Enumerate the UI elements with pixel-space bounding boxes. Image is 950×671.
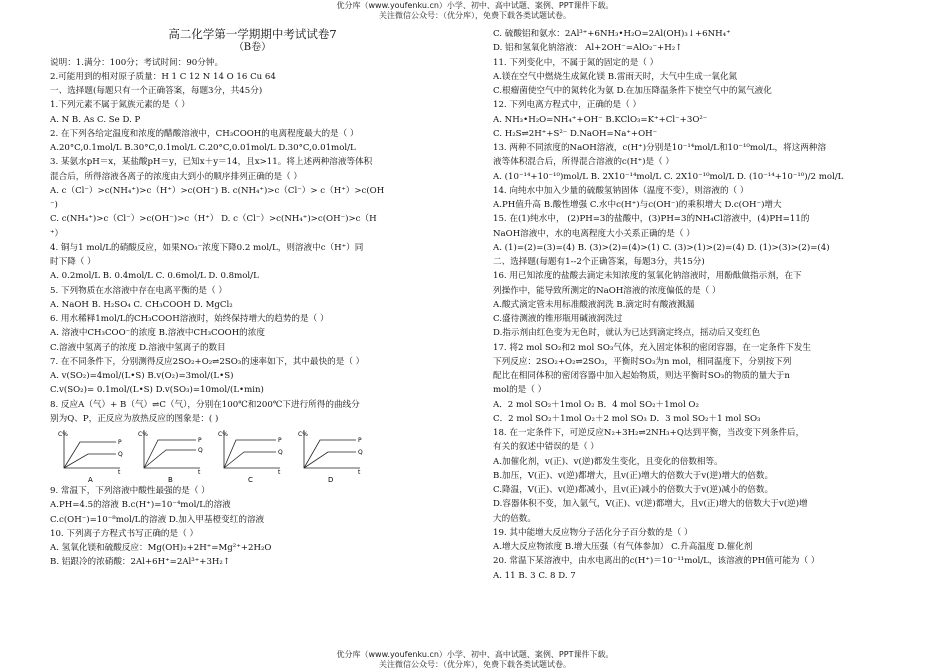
axis-label-y: C% (138, 431, 148, 438)
graph-caption: C (248, 476, 253, 484)
exam-title: 高二化学第一学期期中考试试卷7 (168, 27, 337, 41)
text-line: A. N B. As C. Se D. P (50, 114, 141, 125)
text-line: D.指示剂由红色变为无色时，就认为已达到滴定终点，摇动后又变红色 (493, 328, 761, 339)
axis-label-y: C% (298, 431, 308, 438)
text-line: 2. 在下列各给定温度和浓度的醋酸溶液中，CH₃COOH的电离程度最大的是（ ） (50, 128, 359, 139)
curve-upper (64, 442, 116, 468)
text-line: D. 铝和氢氧化钠溶液： Al+2OH⁻=AlO₂⁻+H₂↑ (493, 43, 683, 54)
text-line: A. v(SO₂)=4mol/(L•S) B.v(O₂)=3mol/(L•S) (50, 371, 234, 381)
text-line: A.PH值升高 B.酸性增强 C.水中c(H⁺)与c(OH⁻)的乘积增大 D.c(OH⁻)增大 (493, 200, 782, 210)
text-line: A.酸式滴定管未用标准酸液润洗 B.滴定时有酸液溅漏 (493, 299, 695, 310)
header-line: 关注微信公众号：（优分库），免费下载各类试题试卷。 (379, 11, 571, 20)
text-line: 时下降（ ） (50, 257, 96, 267)
text-line: 液等体积混合后，所得混合溶液的c(H⁺)是（ ） (493, 157, 674, 168)
text-line: 4. 铜与1 mol/L的硝酸反应，如果NO₃⁻浓度下降0.2 mol/L，则溶液中c（H⁺）同 (50, 242, 364, 253)
graph-B (138, 430, 203, 484)
axis-label-x: t (278, 469, 281, 476)
text-line: 2.可能用到的相对原子质量：H 1 C 12 N 14 O 16 Cu 64 (50, 71, 276, 82)
text-line: 6. 用水稀释1mol/L的CH₃COOH溶液时，始终保持增大的趋势的是（ ） (50, 314, 329, 324)
axis-label-x: t (198, 469, 201, 476)
text-line: 15. 在(1)纯水中， (2)PH=3的盐酸中，(3)PH=3的NH₄Cl溶液中，(4)PH=11的 (493, 214, 810, 225)
text-line: 下列反应：2SO₂+O₂⇌2SO₃，平衡时SO₃为n mol，相同温度下，分别按下列 (493, 356, 792, 367)
text-line: 说明：1.满分：100分；考试时间：90分钟。 (50, 57, 224, 68)
right-text-block (493, 27, 908, 583)
text-line: A. 0.2mol/L B. 0.4mol/L C. 0.6mol/L D. 0.8mol/L (50, 271, 259, 282)
right-column (493, 27, 908, 583)
text-line: 3. 某氨水pH＝x，某盐酸pH＝y，已知x＋y＝14，且x>11。将上述两种溶液等体积 (50, 157, 373, 168)
text-line: 9. 常温下，下列溶液中酸性最强的是（ ） (50, 486, 210, 496)
text-line: 大的倍数。 (493, 513, 536, 524)
exam-subtitle: （B卷） (233, 42, 272, 54)
text-line: 17. 将2 mol SO₂和2 mol SO₃气体，充入固定体积的密闭容器，在一定条件下发生 (493, 342, 812, 353)
text-line: 一、选择题(每题只有一个正确答案，每题3分，共45分) (50, 86, 263, 96)
text-line: A. 溶液中CH₃COO⁻的浓度 B.溶液中CH₃COOH的浓度 (50, 328, 265, 339)
text-line: A.20°C,0.1mol/L B.30°C,0.1mol/L C.20°C,0.01mol/L D.30°C,0.01mol/L (50, 143, 356, 153)
text-line: mol的是（ ） (493, 385, 547, 396)
graph-C (218, 430, 283, 484)
text-line: 1.下列元素不属于氮族元素的是（ ） (50, 100, 190, 111)
text-line: 8. 反应A（气）+ B（气）⇌C（气），分别在100℃和200℃下进行所得的曲线分 (50, 399, 360, 410)
page-header (0, 1, 950, 21)
text-line: A.增大反应物浓度 B.增大压强（有气体参加） C.升高温度 D.催化剂 (493, 542, 753, 552)
graph-D (298, 430, 363, 484)
text-line: 10. 下列离子方程式书写正确的是（ ） (50, 528, 199, 539)
graph-caption: D (328, 476, 334, 484)
curve-label: P (358, 437, 362, 444)
text-line: A．2 mol SO₂＋1mol O₂ B．4 mol SO₂＋1mol O₂ (493, 399, 699, 410)
text-line: 12. 下列电离方程式中，正确的是（ ） (493, 100, 642, 111)
text-line: C. 硫酸铝和氨水：2Al³⁺+6NH₃•H₂O=2Al(OH)₃↓+6NH₄⁺ (493, 29, 731, 39)
text-line: C.降温，V(正)、v(逆)都减小，且v(正)减小的倍数大于v(逆)减小的倍数。 (493, 485, 774, 495)
graphs-svg (50, 426, 455, 484)
text-line: C.盛待测液的锥形瓶用碱液润洗过 (493, 314, 623, 324)
curve-label: Q (118, 451, 123, 458)
graph-axes (64, 430, 120, 468)
text-line: 11. 下列变化中，不属于氮的固定的是（ ） (493, 57, 659, 68)
text-line: 14. 向纯水中加入少量的硫酸氢钠固体（温度不变），则溶液的（ ） (493, 185, 749, 196)
axis-label-y: C% (58, 431, 68, 438)
left-column (50, 27, 455, 570)
text-line: ⁻) (50, 200, 58, 210)
text-line: A. (10⁻¹⁴+10⁻¹⁰)mol/L B. 2X10⁻¹⁴mol/L C. 2X10⁻¹⁰mol/L D. (10⁻¹⁴+10⁻¹⁰)/2 mol/L (493, 171, 844, 182)
text-line: A. NaOH B. H₂SO₄ C. CH₃COOH D. MgCl₂ (50, 299, 233, 310)
text-line: 19. 其中能增大反应物分子活化分子百分数的是（ ） (493, 527, 693, 538)
graph-A (58, 430, 123, 484)
text-line: 二、选择题(每题有1--2个正确答案，每题3分，共15分) (493, 257, 705, 267)
footer-line: 优分库（www.youfenku.cn）小学、初中、高中试题、案例、PPT课件下载。 (336, 650, 614, 659)
curve-label: P (118, 439, 122, 446)
curve-lower (144, 440, 196, 468)
curve-lower (304, 440, 356, 468)
text-line: A. c（Cl⁻）>c(NH₄⁺)>c（H⁺）>c(OH⁻) B. c(NH₄⁺)>c（Cl⁻）> c（H⁺）>c(OH (50, 185, 385, 196)
text-line: A. (1)=(2)=(3)=(4) B. (3)>(2)=(4)>(1) C. (3)>(1)>(2)=(4) D. (1)>(3)>(2)=(4) (493, 242, 830, 253)
text-line: A.镁在空气中燃烧生成氮化镁 B.雷雨天时，大气中生成一氧化氮 (493, 71, 738, 82)
curve-label: Q (358, 449, 363, 456)
text-line: 20. 常温下某溶液中，由水电离出的c(H⁺)＝10⁻¹¹mol/L，该溶液的PH值可能为（ ） (493, 556, 820, 567)
curve-lower (64, 454, 116, 468)
text-line: A.PH=4.5的溶液 B.c(H⁺)=10⁻⁴mol/L的溶液 (50, 500, 231, 511)
text-line: A. 11 B. 3 C. 8 D. 7 (493, 570, 576, 581)
text-line: 列操作中，能导致所测定的NaOH溶液的浓度偏低的是（ ） (493, 285, 721, 296)
left-text-block-2 (50, 484, 455, 570)
axis-label-y: C% (218, 431, 228, 438)
text-line: A. 氢氧化镁和硫酸反应：Mg(OH)₂+2H⁺=Mg²⁺+2H₂O (50, 543, 272, 553)
curve-label: P (278, 437, 282, 444)
text-line: B. 铝跟冷的浓硝酸：2Al+6H⁺=2Al³⁺+3H₂↑ (50, 557, 231, 568)
text-line: C.溶液中氢离子的浓度 D.溶液中氢离子的数目 (50, 342, 226, 353)
text-line: C.根瘤菌使空气中的氮转化为氨 D.在加压降温条件下使空气中的氮气液化 (493, 86, 772, 96)
text-line: B.加压，V(正)、v(逆)都增大，且v(正)增大的倍数大于v(逆)增大的倍数。 (493, 470, 774, 481)
text-line: D.容器体积不变，加入氩气，V(正)、v(逆)都增大，且v(正)增大的倍数大于v(逆)增 (493, 499, 808, 510)
text-line: 13. 两种不同浓度的NaOH溶液，c(H⁺)分别是10⁻¹⁴mol/L和10⁻¹⁰mol/L，将这两种溶 (493, 143, 827, 153)
axis-label-x: t (118, 469, 121, 476)
graph-caption: A (88, 476, 93, 484)
curve-upper (224, 440, 276, 468)
text-line: A. NH₃•H₂O=NH₄⁺+OH⁻ B.KClO₃=K⁺+Cl⁻+3O²⁻ (493, 114, 708, 125)
graph-axes (144, 430, 200, 468)
question-8-figures (50, 426, 455, 484)
page-footer (0, 650, 950, 670)
text-line: 别为Q、P，正反应为放热反应的图象是：( ) (50, 413, 219, 424)
text-line: C. c(NH₄⁺)>c（Cl⁻）>c(OH⁻)>c（H⁺） D. c（Cl⁻）>c(NH₄⁺)>c(OH⁻)>c（H (50, 214, 377, 225)
text-line: 有关的叙述中错误的是（ ） (493, 442, 599, 453)
curve-label: P (198, 437, 202, 444)
curve-lower (224, 452, 276, 468)
text-line: A.加催化剂，v(正)、v(逆)都发生变化，且变化的倍数相等。 (493, 456, 723, 467)
text-line: ⁺） (50, 228, 64, 239)
curve-label: Q (198, 447, 203, 454)
graph-caption: B (168, 476, 173, 484)
text-line: C. H₂S⇌2H⁺+S²⁻ D.NaOH=Na⁺+OH⁻ (493, 128, 658, 139)
text-line: C.v(SO₂)= 0.1mol/(L•S) D.v(SO₃)=10mol/(L•min) (50, 385, 264, 396)
text-line: NaOH溶液中，水的电离程度大小关系正确的是（ ） (493, 228, 695, 239)
text-line: C.c(OH⁻)=10⁻⁸mol/L的溶液 D.加入甲基橙变红的溶液 (50, 514, 265, 525)
text-line: 7. 在不同条件下，分别测得反应2SO₂+O₂⇌2SO₃的速率如下，其中最快的是（ ） (50, 356, 365, 367)
text-line: C．2 mol SO₂＋1mol O₂＋2 mol SO₃ D．3 mol SO₂＋1 mol SO₃ (493, 413, 761, 424)
text-line: 配比在相同体积的密闭容器中加入起始物质，则达平衡时SO₃的物质的量大于n (493, 371, 790, 381)
text-line: 18. 在一定条件下，可逆反应N₂+3H₂⇌2NH₃+Q达到平衡，当改变下列条件后， (493, 428, 805, 438)
text-line: 5. 下列物质在水溶液中存在电离平衡的是（ ） (50, 285, 227, 296)
header-line: 优分库（www.youfenku.cn）小学、初中、高中试题、案例、PPT课件下载。 (336, 1, 614, 10)
curve-label: Q (278, 449, 283, 456)
footer-line: 关注微信公众号：（优分库），免费下载各类试题试卷。 (379, 660, 571, 669)
text-line: 16. 用已知浓度的盐酸去滴定未知浓度的氢氧化钠溶液时，用酚酞做指示剂，在下 (493, 271, 802, 282)
left-text-block (50, 56, 455, 427)
axis-label-x: t (358, 469, 361, 476)
text-line: 混合后，所得溶液各离子的浓度由大到小的顺序排列正确的是（ ） (50, 171, 302, 182)
